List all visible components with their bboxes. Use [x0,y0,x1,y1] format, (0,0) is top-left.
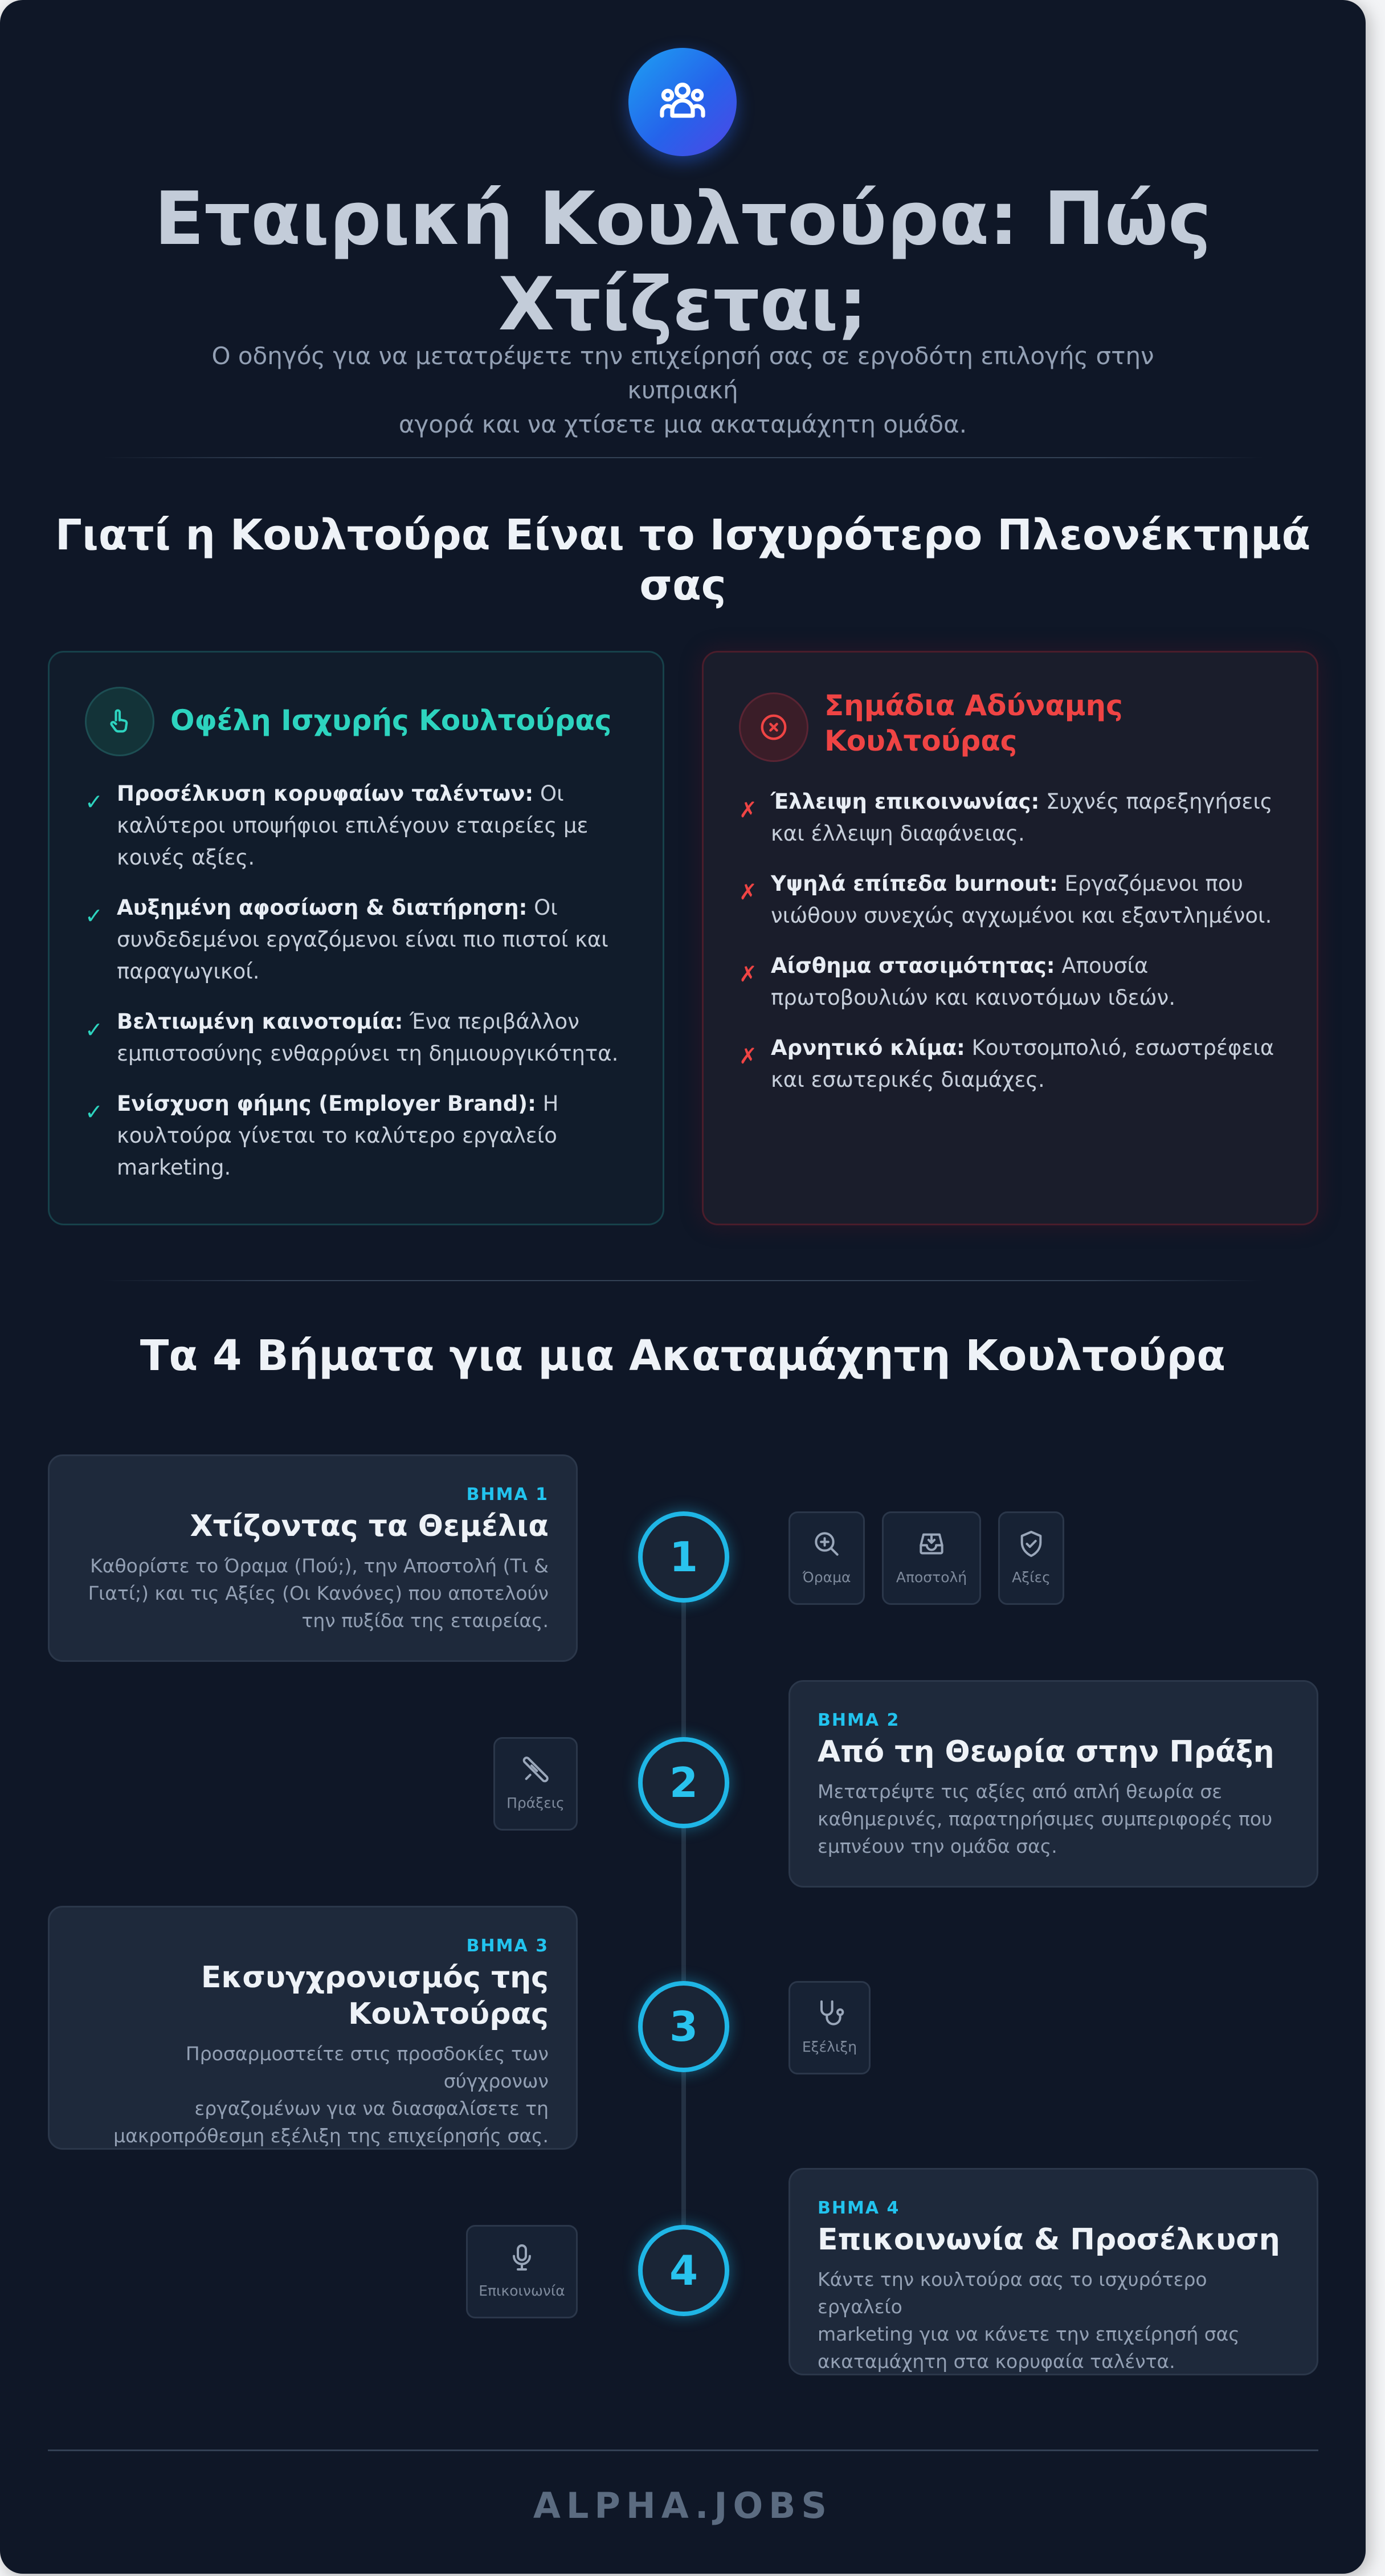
benefit-text: συνδεδεμένοι εργαζόμενοι είναι πιο πιστοί και [117,927,608,952]
weakness-title-line-2: Κουλτούρας [824,724,1018,757]
step-description-line: Προσαρμοστείτε στις προσδοκίες των σύγχρονων [185,2043,549,2092]
benefit-text: marketing. [117,1155,231,1180]
benefit-text: Ένα περιβάλλον [403,1009,579,1034]
benefits-panel [48,651,664,1225]
chip-vision [788,1511,865,1605]
x-circle-icon [739,692,808,762]
step-title-line: Κουλτούρας [348,1997,549,2031]
why-heading-line-1: Γιατί η Κουλτούρα Είναι το Ισχυρότερο Πλεονέκτημά [55,511,1311,560]
steps-heading: Τα 4 Βήματα για μια Ακαταμάχητη Κουλτούρα [140,1331,1226,1380]
step-number-4: 4 [638,2225,729,2316]
list-item [85,1006,618,1070]
weakness-text: και εσωτερικές διαμάχες. [771,1067,1045,1092]
benefit-title: Ενίσχυση φήμης (Employer Brand): [117,1091,536,1116]
step-description [77,1552,549,1635]
benefit-title: Βελτιωμένη καινοτομία: [117,1009,403,1034]
why-heading-line-2: σας [639,561,726,610]
page-title [85,177,1280,348]
benefit-title: Αυξημένη αφοσίωση & διατήρηση: [117,895,528,920]
step-label: ΒΗΜΑ 1 [466,1485,549,1505]
stethoscope-icon [814,1998,845,2029]
page-title-line-1: Εταιρική Κουλτούρα: Πώς [154,177,1212,262]
x-mark-icon: ✗ [739,797,757,822]
step-description [77,2040,549,2150]
step-description-line: εργαζομένων για να διασφαλίσετε τη [194,2097,549,2120]
benefits-title: Οφέλη Ισχυρής Κουλτούρας [170,704,612,737]
brand-logo: ALPHA.JOBS [533,2485,833,2526]
step-title [77,1959,549,2032]
step-number-2: 2 [638,1737,729,1828]
step-description [818,2266,1289,2375]
step-number-1: 1 [638,1511,729,1603]
step-description-line: Μετατρέψτε τις αξίες από απλή θεωρία σε [818,1780,1223,1803]
chip-label: Επικοινωνία [479,2282,565,2299]
chip-label: Πράξεις [506,1795,565,1811]
team-icon [628,48,737,156]
chip-label: Εξέλιξη [802,2039,857,2055]
step-description-line: καθημερινές, παρατηρήσιμες συμπεριφορές που [818,1808,1273,1830]
step-description-line: Καθορίστε το Όραμα (Πού;), την Αποστολή (Τι & [90,1555,549,1577]
step-description-line: marketing για να κάνετε την επιχείρησή σας [818,2323,1240,2345]
list-item [739,786,1273,850]
weakness-text: Κουτσομπολιό, εσωστρέφεια [965,1036,1274,1060]
zoom-in-icon [811,1528,843,1560]
benefit-text: Οι [533,781,564,806]
chip-actions [493,1737,578,1831]
bandage-icon [520,1754,551,1786]
step-title: Χτίζοντας τα Θεμέλια [190,1509,549,1543]
list-item [739,950,1175,1014]
benefit-text: κοινές αξίες. [117,845,255,870]
step-card-4 [788,2168,1318,2375]
step-description-line: ακαταμάχητη στα κορυφαία ταλέντα. [818,2350,1175,2373]
benefit-text: εμπιστοσύνης ενθαρρύνει τη δημιουργικότητα. [117,1041,619,1066]
chip-label: Αξίες [1012,1569,1051,1585]
benefit-text: κουλτούρα γίνεται το καλύτερο εργαλείο [117,1123,557,1148]
step-label: ΒΗΜΑ 2 [818,1710,900,1730]
step-description-line: εμπνέουν την ομάδα σας. [818,1835,1057,1857]
step-title: Από τη Θεωρία στην Πράξη [818,1735,1274,1769]
subtitle-line-2: αγορά και να χτίσετε μια ακαταμάχητη ομάδα. [398,410,967,438]
list-item [85,1088,558,1184]
step-description-line: την πυξίδα της εταιρείας. [301,1609,549,1632]
microphone-icon [506,2241,538,2273]
inbox-icon [916,1528,947,1560]
weakness-item-title: Έλλειψη επικοινωνίας: [771,789,1040,814]
timeline-line [681,1550,686,2268]
weakness-text: Συχνές παρεξηγήσεις [1039,789,1273,814]
weakness-text: νιώθουν συνεχώς αγχωμένοι και εξαντλημένοι. [771,903,1272,928]
check-icon: ✓ [85,789,103,814]
step-title-line: Εκσυγχρονισμός της [201,1960,549,1995]
check-icon: ✓ [85,1017,103,1042]
benefit-text: καλύτεροι υποψήφιοι επιλέγουν εταιρείες με [117,813,589,838]
weakness-text: και έλλειψη διαφάνειας. [771,821,1025,846]
chip-values [998,1511,1064,1605]
chip-label: Αποστολή [896,1569,967,1585]
weakness-title [824,688,1123,759]
shield-check-icon [1015,1528,1047,1560]
footer-divider [48,2449,1318,2451]
benefit-title: Προσέλκυση κορυφαίων ταλέντων: [117,781,534,806]
step-card-3 [48,1906,578,2150]
benefit-text: Οι [527,895,558,920]
step-description-line: Γιατί;) και τις Αξίες (Οι Κανόνες) που αποτελούν [88,1582,549,1604]
step-label: ΒΗΜΑ 3 [466,1936,549,1956]
weakness-item-title: Αρνητικό κλίμα: [771,1036,965,1060]
list-item [739,1032,1274,1096]
weakness-text: Απουσία [1055,953,1149,978]
step-card-2 [788,1680,1318,1888]
step-label: ΒΗΜΑ 4 [818,2198,900,2218]
check-icon: ✓ [85,1099,103,1124]
x-mark-icon: ✗ [739,879,757,904]
hand-pointer-icon [85,687,154,756]
weakness-text: Εργαζόμενοι που [1057,871,1243,896]
subtitle-line-1: Ο οδηγός για να μετατρέψετε την επιχείρησή σας σε εργοδότη επιλογής στην κυπριακή [211,342,1154,404]
chip-mission [882,1511,981,1605]
step-description [818,1778,1289,1860]
section-divider [103,1280,1263,1281]
page-title-line-2: Χτίζεται; [498,262,868,347]
list-item [85,892,608,988]
check-icon: ✓ [85,903,103,928]
weakness-title-line-1: Σημάδια Αδύναμης [824,689,1123,722]
why-heading [46,510,1320,610]
weakness-item-title: Υψηλά επίπεδα burnout: [771,871,1058,896]
list-item [85,778,588,874]
step-description-line: Κάντε την κουλτούρα σας το ισχυρότερο εργαλείο [818,2268,1207,2318]
chip-evolution [788,1981,871,2074]
step-number-3: 3 [638,1981,729,2072]
chip-communication [466,2225,578,2318]
chip-label: Όραμα [802,1569,851,1585]
step-card-1 [48,1454,578,1662]
benefit-text: Η [536,1091,559,1116]
step-description-line: μακροπρόθεσμη εξέλιξη της επιχείρησής σας. [113,2125,549,2147]
x-mark-icon: ✗ [739,961,757,987]
section-divider [103,457,1263,458]
list-item [739,868,1272,932]
page-subtitle [160,339,1206,442]
weakness-text: πρωτοβουλιών και καινοτόμων ιδεών. [771,985,1176,1010]
benefit-text: παραγωγικοί. [117,959,260,984]
x-mark-icon: ✗ [739,1044,757,1069]
step-title: Επικοινωνία & Προσέλκυση [818,2223,1280,2257]
weakness-item-title: Αίσθημα στασιμότητας: [771,953,1055,978]
weakness-panel [702,651,1318,1225]
